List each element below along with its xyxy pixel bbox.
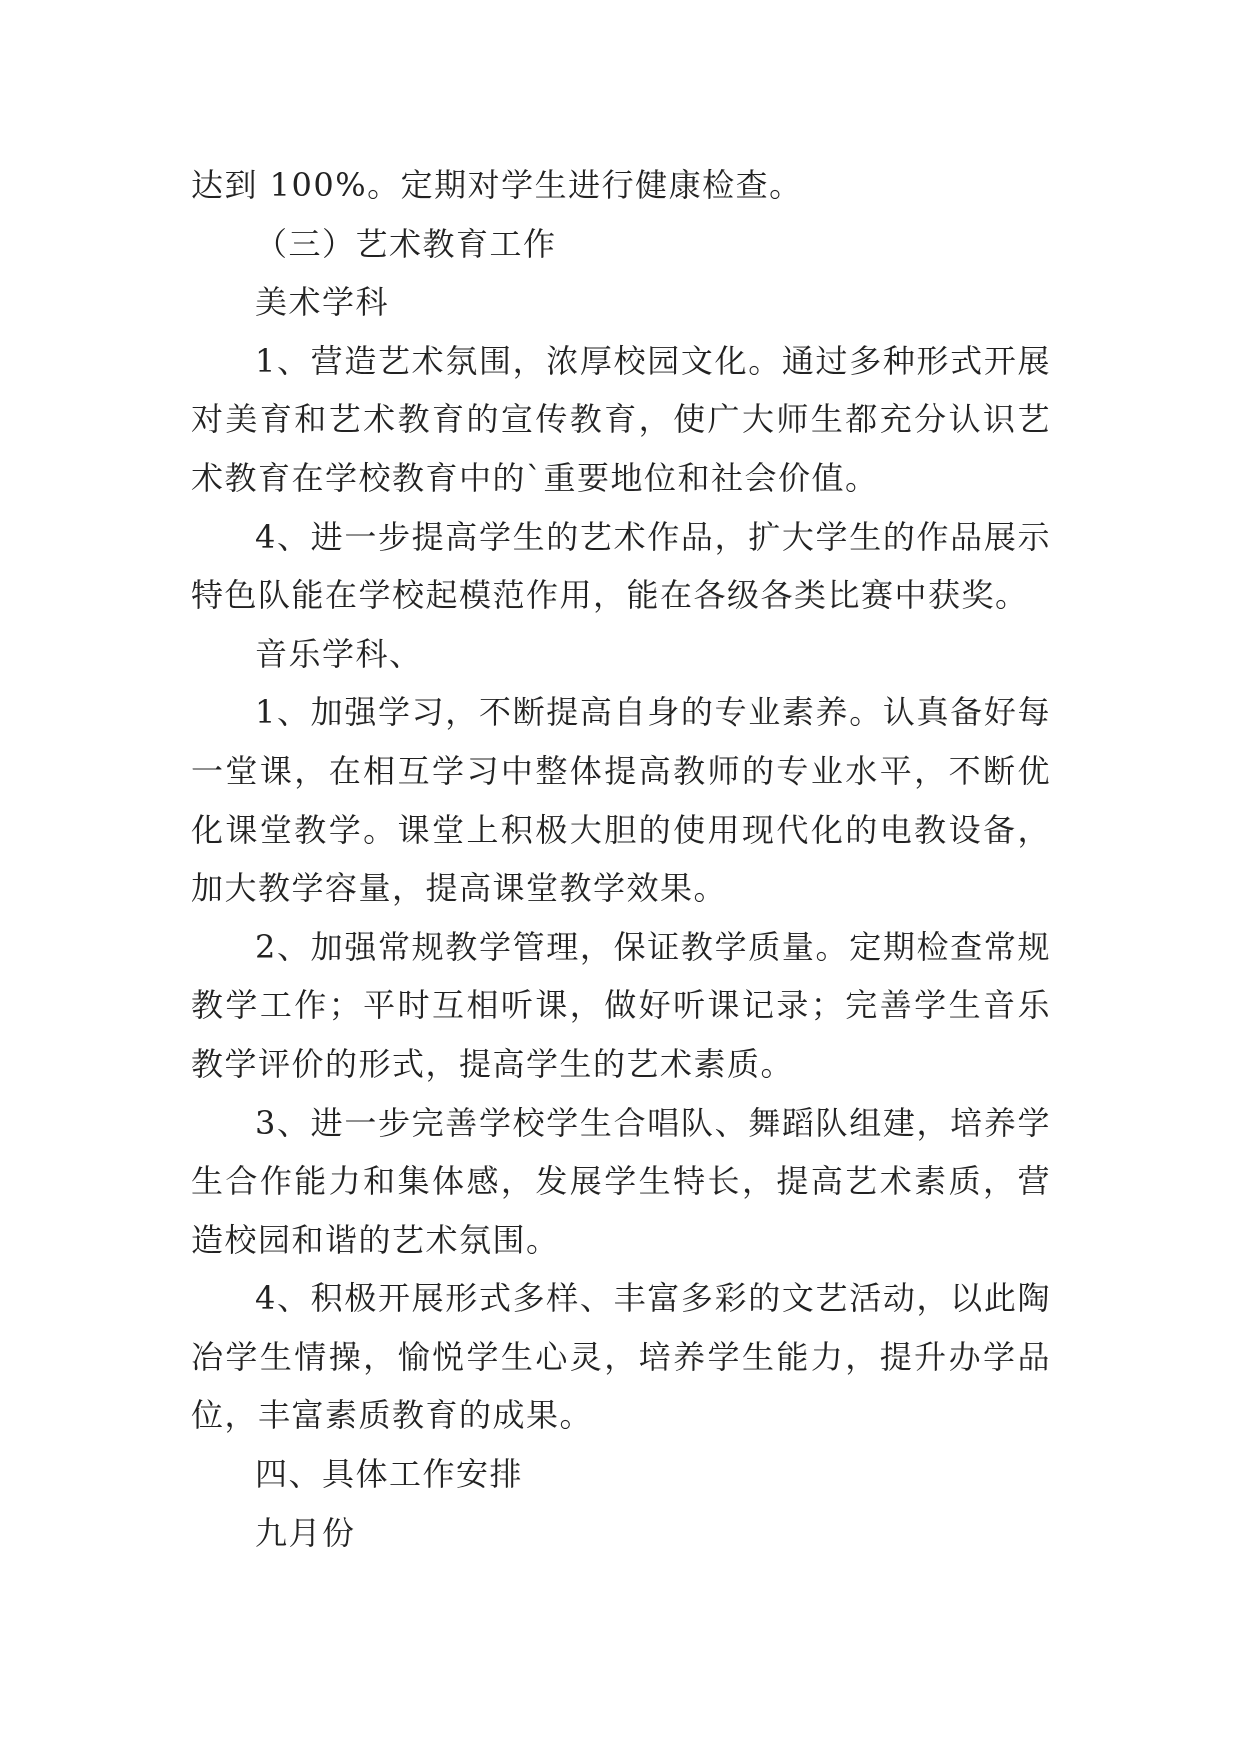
paragraph-cultural-activities: 4、积极开展形式多样、丰富多彩的文艺活动，以此陶冶学生情操，愉悦学生心灵，培养学生能力，提升办学品位，丰富素质教育的成果。 [191,1279,1051,1435]
paragraph-teaching-management: 2、加强常规教学管理，保证教学质量。定期检查常规教学工作；平时互相听课，做好听课记录；完善学生音乐教学评价的形式，提高学生的艺术素质。 [191,927,1051,1083]
subheading-fine-arts: 美术学科 [255,283,390,322]
paragraph-health-check: 达到 100%。定期对学生进行健康检查。 [191,166,803,204]
subheading-september: 九月份 [255,1513,356,1552]
paragraph-strengthen-learning: 1、加强学习，不断提高自身的专业素养。认真备好每一堂课，在相互学习中整体提高教师的专业水平，不断优化课堂教学。课堂上积极大胆的使用现代化的电教设备，加大教学容量，提高课堂教学效果。 [191,693,1051,908]
paragraph-choir-dance: 3、进一步完善学校学生合唱队、舞蹈队组建，培养学生合作能力和集体感，发展学生特长，提高艺术素质，营造校园和谐的艺术氛围。 [191,1103,1051,1259]
heading-art-education: （三）艺术教育工作 [255,224,557,263]
subheading-music: 音乐学科、 [255,634,423,673]
heading-work-schedule: 四、具体工作安排 [255,1455,524,1494]
document-body [191,156,1051,1562]
paragraph-student-artwork: 4、进一步提高学生的艺术作品，扩大学生的作品展示特色队能在学校起模范作用，能在各级各类比赛中获奖。 [191,517,1051,615]
paragraph-art-atmosphere: 1、营造艺术氛围，浓厚校园文化。通过多种形式开展对美育和艺术教育的宣传教育，使广大师生都充分认识艺术教育在学校教育中的`重要地位和社会价值。 [191,341,1051,497]
